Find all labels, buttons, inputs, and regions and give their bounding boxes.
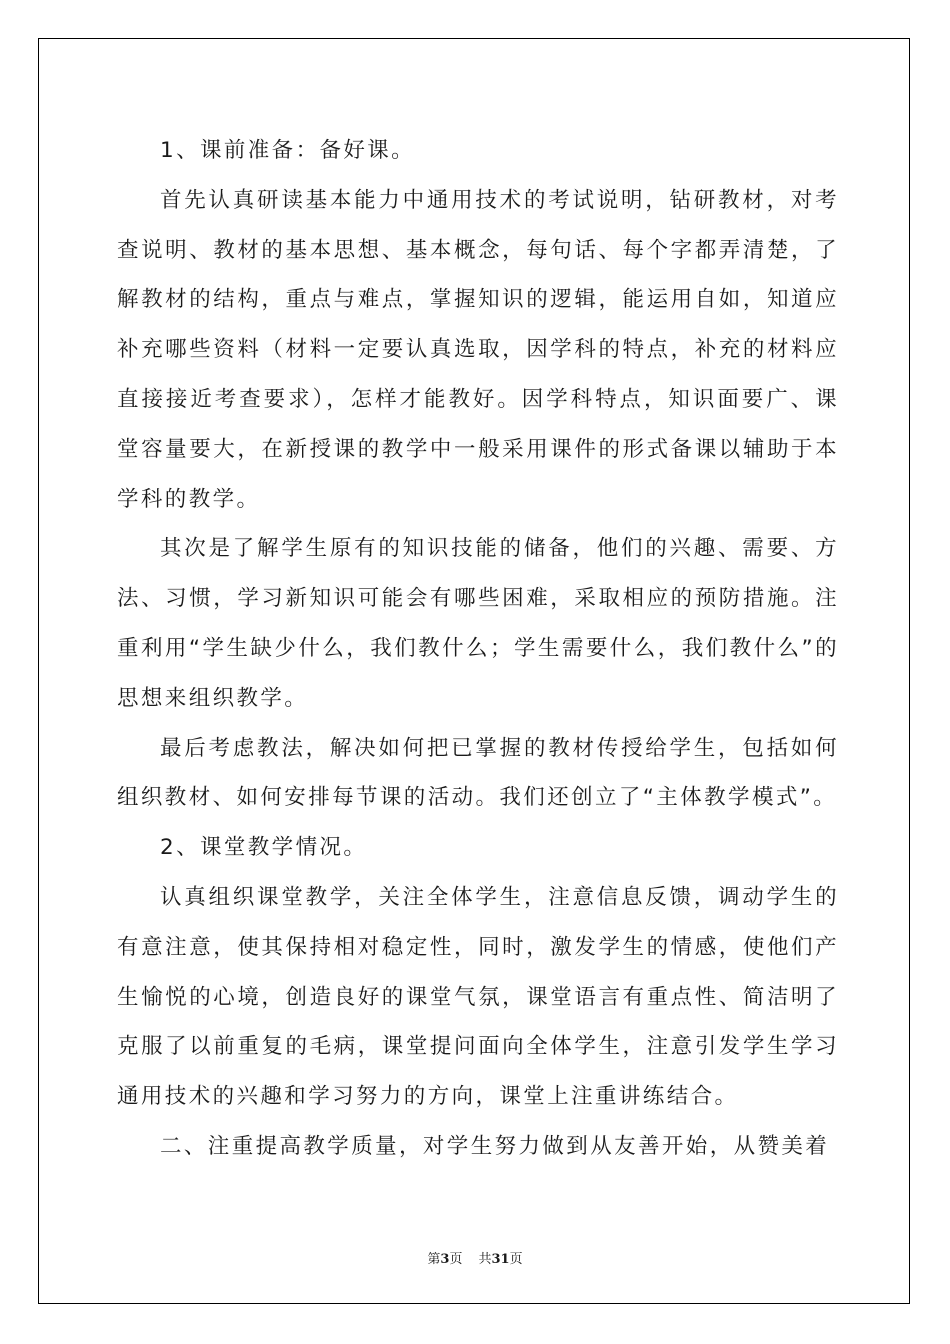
page-number: 3 bbox=[440, 1252, 450, 1267]
paragraph-preparation: 首先认真研读基本能力中通用技术的考试说明，钻研教材，对考查说明、教材的基本思想、基本概念，每句话、每个字都弄清楚，了解教材的结构，重点与难点，掌握知识的逻辑，能运用自如，知道应补充哪些资料（材料一定要认真选取，因学科的特点，补充的材料应直接接近考查要求），怎样才能教好。因学科特点，知识面要广、课堂容量要大，在新授课的教学中一般采用课件的形式备课以辅助于本学科的教学。 bbox=[117, 187, 839, 512]
document-body bbox=[117, 126, 839, 1172]
page-prefix: 第 bbox=[427, 1252, 441, 1267]
paragraph-methods: 最后考虑教法，解决如何把已掌握的教材传授给学生，包括如何组织教材、如何安排每节课的活动。我们还创立了“主体教学模式”。 bbox=[117, 735, 839, 811]
page-suffix: 页 bbox=[449, 1252, 463, 1267]
section-heading-2: 2、课堂教学情况。 bbox=[160, 835, 368, 861]
paragraph-students: 其次是了解学生原有的知识技能的储备，他们的兴趣、需要、方法、习惯，学习新知识可能会有哪些困难，采取相应的预防措施。注重利用“学生缺少什么，我们教什么；学生需要什么，我们教什么”的思想来组织教学。 bbox=[117, 536, 839, 711]
section-heading-1: 1、课前准备：备好课。 bbox=[160, 138, 416, 163]
total-suffix: 页 bbox=[509, 1252, 523, 1267]
paragraph-quality: 二、注重提高教学质量，对学生努力做到从友善开始，从赞美着 bbox=[160, 1133, 830, 1159]
total-pages: 31 bbox=[491, 1252, 510, 1267]
page-footer bbox=[0, 1248, 950, 1267]
total-prefix: 共 bbox=[478, 1252, 492, 1267]
paragraph-classroom: 认真组织课堂教学，关注全体学生，注意信息反馈，调动学生的有意注意，使其保持相对稳定性，同时，激发学生的情感，使他们产生愉悦的心境，创造良好的课堂气氛，课堂语言有重点性、简洁明了克服了以前重复的毛病，课堂提问面向全体学生，注意引发学生学习通用技术的兴趣和学习努力的方向，课堂上注重讲练结合。 bbox=[117, 884, 839, 1110]
